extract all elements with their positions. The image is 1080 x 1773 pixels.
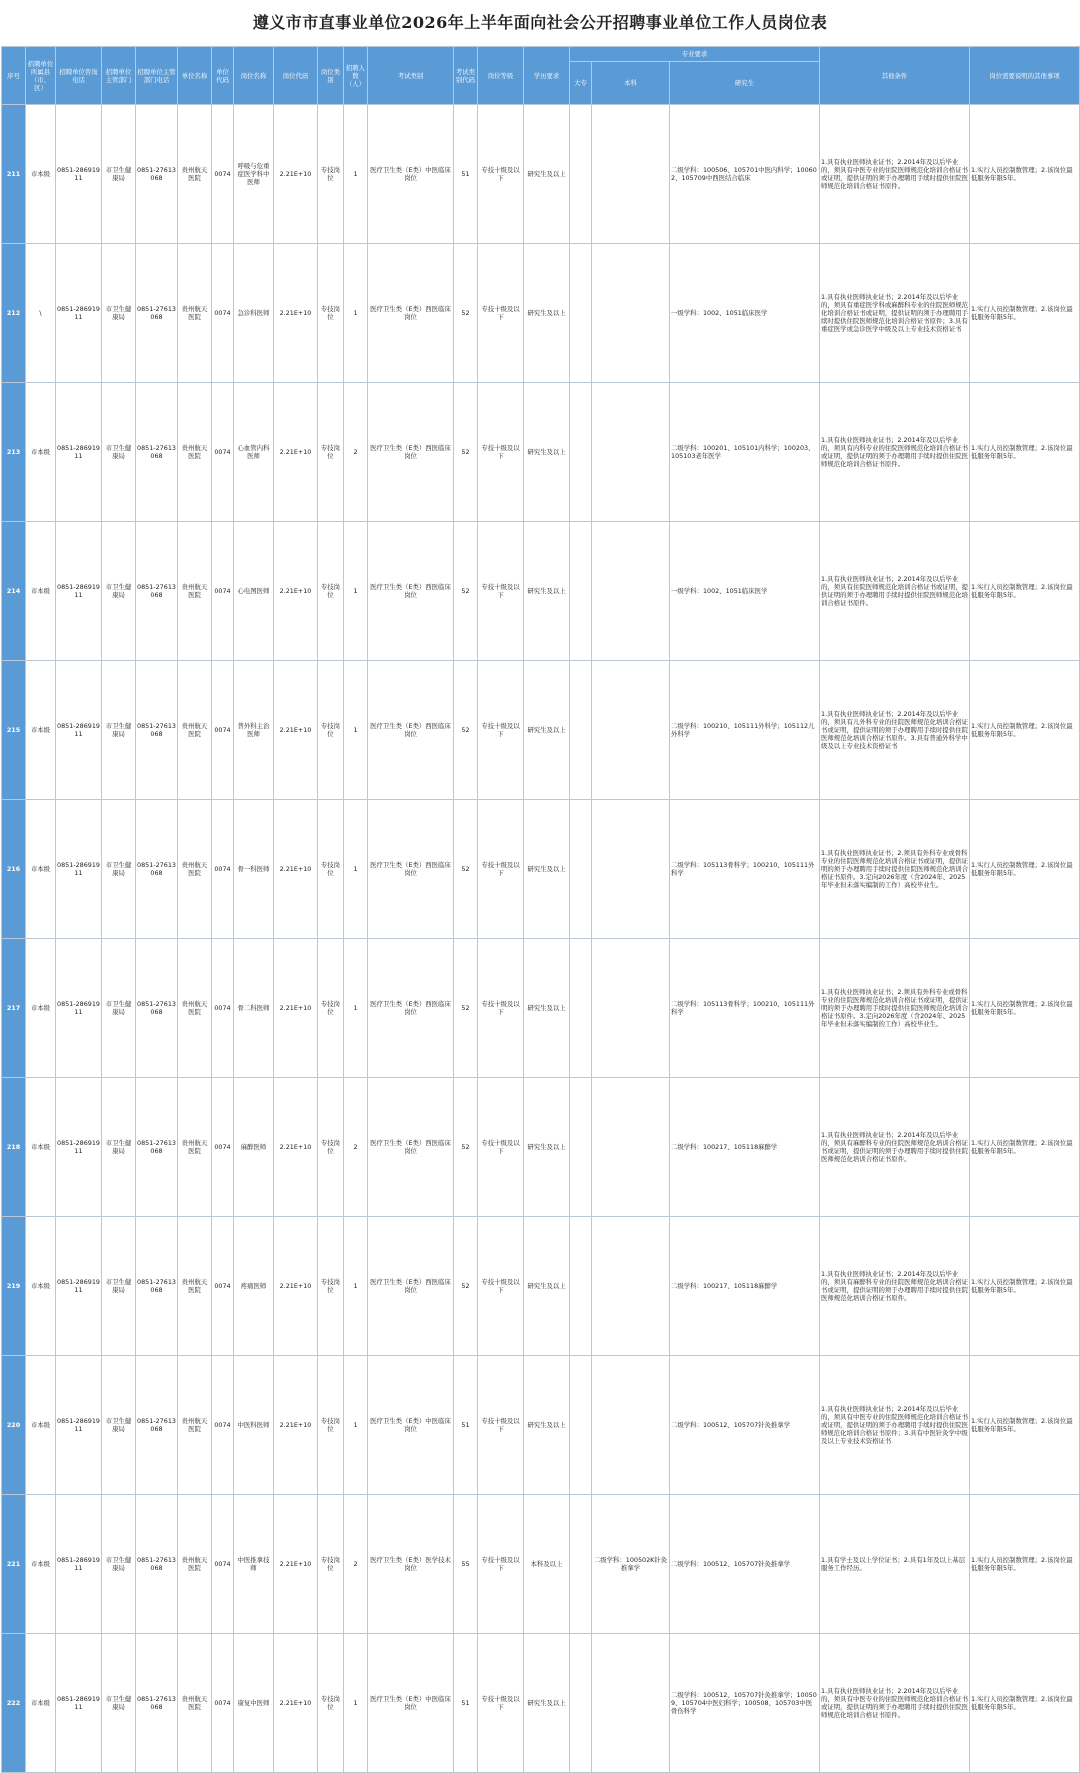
- cell-notes: 1.实行人员控制数管理；2.该岗位最低服务年限5年。: [970, 1634, 1080, 1773]
- header-postgrad: 研究生: [670, 62, 820, 105]
- cell-post-code: 2.21E+10: [274, 1078, 318, 1217]
- cell-junior: [570, 1356, 592, 1495]
- cell-bachelor: [592, 661, 670, 800]
- header-notes: 岗位需要说明的其他事项: [970, 47, 1080, 105]
- table-row: [2, 1217, 1080, 1356]
- cell-exam: 医疗卫生类（E类）西医临床岗位: [368, 939, 454, 1078]
- cell-other: 1.具有执业医师执业证书；2.须具有外科专业或骨科专业的住院医师规范化培训合格证书或证明，提供证明的须于办理聘用手续时提供住院医师规范化培训合格证书原件。3.定向2026年度（含2024年、2025年毕业但未落实编制的工作）高校毕业生。: [820, 800, 970, 939]
- cell-bachelor: [592, 1217, 670, 1356]
- cell-level: 专技十级及以下: [478, 661, 524, 800]
- table-row: [2, 1356, 1080, 1495]
- cell-level: 专技十级及以下: [478, 1634, 524, 1773]
- cell-dept-phone: 0851-27613068: [136, 1495, 178, 1634]
- cell-dept: 市卫生健康局: [102, 105, 136, 244]
- cell-bachelor: [592, 1356, 670, 1495]
- cell-seq: 219: [2, 1217, 26, 1356]
- cell-other: 1.具有执业医师执业证书；2.2014年及以后毕业的，须具有麻醉科专业的住院医师规范化培训合格证书或证明，提供证明的须于办理聘用手续时提供住院医师规范化培训合格证书原件。: [820, 1217, 970, 1356]
- cell-exam: 医疗卫生类（E类）西医临床岗位: [368, 661, 454, 800]
- cell-post-code: 2.21E+10: [274, 661, 318, 800]
- cell-county: 市本级: [26, 1356, 56, 1495]
- cell-other: 1.具有执业医师执业证书；2.2014年及以后毕业的，须具有儿外科专业的住院医师规范化培训合格证书或证明，提供证明的须于办理聘用手续时提供住院医师规范化培训合格证书原件。3.具有普通外科学中级及以上专业技术资格证书: [820, 661, 970, 800]
- cell-exam: 医疗卫生类（E类）中医临床岗位: [368, 1634, 454, 1773]
- header-post: 岗位名称: [234, 47, 274, 105]
- cell-dept-phone: 0851-27613068: [136, 244, 178, 383]
- cell-postgrad: 一级学科：1002、1051临床医学: [670, 522, 820, 661]
- cell-postgrad: 二级学科：105113骨科学；100210、105111外科学: [670, 939, 820, 1078]
- header-unit-code: 单位代码: [212, 47, 234, 105]
- cell-phone: 0851-28691911: [56, 1356, 102, 1495]
- cell-other: 1.具有执业医师执业证书；2.2014年及以后毕业的，须具有中医专业的住院医师规范化培训合格证书或证明，提供证明的须于办理聘用手续时提供住院医师规范化培训合格证书原件。: [820, 105, 970, 244]
- cell-exam: 医疗卫生类（E类）中医临床岗位: [368, 105, 454, 244]
- cell-exam: 医疗卫生类（E类）西医临床岗位: [368, 1078, 454, 1217]
- cell-count: 1: [344, 1634, 368, 1773]
- cell-post: 呼吸与危重症医学科中医师: [234, 105, 274, 244]
- cell-notes: 1.实行人员控制数管理；2.该岗位最低服务年限5年。: [970, 383, 1080, 522]
- cell-count: 2: [344, 383, 368, 522]
- cell-post: 急诊科医师: [234, 244, 274, 383]
- cell-phone: 0851-28691911: [56, 939, 102, 1078]
- cell-county: 市本级: [26, 1078, 56, 1217]
- cell-phone: 0851-28691911: [56, 1634, 102, 1773]
- table-row: [2, 1078, 1080, 1217]
- cell-junior: [570, 1634, 592, 1773]
- cell-postgrad: 二级学科：100217、105118麻醉学: [670, 1217, 820, 1356]
- cell-junior: [570, 383, 592, 522]
- cell-level: 专技十级及以下: [478, 244, 524, 383]
- cell-post-code: 2.21E+10: [274, 1356, 318, 1495]
- cell-unit-code: 0074: [212, 522, 234, 661]
- cell-seq: 213: [2, 383, 26, 522]
- cell-exam: 医疗卫生类（E类）西医临床岗位: [368, 244, 454, 383]
- cell-county: 市本级: [26, 800, 56, 939]
- header-county: 招聘单位所属县（市、区）: [26, 47, 56, 105]
- cell-post: 普外科主治医师: [234, 661, 274, 800]
- cell-edu: 研究生及以上: [524, 522, 570, 661]
- cell-county: 市本级: [26, 1217, 56, 1356]
- cell-unit: 贵州航天医院: [178, 1078, 212, 1217]
- cell-edu: 本科及以上: [524, 1495, 570, 1634]
- cell-unit: 贵州航天医院: [178, 661, 212, 800]
- cell-post: 骨二科医师: [234, 939, 274, 1078]
- cell-count: 2: [344, 1078, 368, 1217]
- cell-unit-code: 0074: [212, 1495, 234, 1634]
- cell-post-code: 2.21E+10: [274, 105, 318, 244]
- cell-unit-code: 0074: [212, 1217, 234, 1356]
- cell-unit: 贵州航天医院: [178, 1217, 212, 1356]
- cell-bachelor: [592, 244, 670, 383]
- cell-dept: 市卫生健康局: [102, 939, 136, 1078]
- header-junior: 大专: [570, 62, 592, 105]
- cell-dept: 市卫生健康局: [102, 1217, 136, 1356]
- cell-exam-code: 52: [454, 1078, 478, 1217]
- cell-edu: 研究生及以上: [524, 244, 570, 383]
- cell-post-code: 2.21E+10: [274, 522, 318, 661]
- cell-edu: 研究生及以上: [524, 1356, 570, 1495]
- cell-county: 市本级: [26, 105, 56, 244]
- table-row: [2, 1495, 1080, 1634]
- cell-post: 康复中医师: [234, 1634, 274, 1773]
- cell-count: 1: [344, 939, 368, 1078]
- header-phone: 招聘单位咨询电话: [56, 47, 102, 105]
- cell-post-type: 专技岗位: [318, 939, 344, 1078]
- header-post-type: 岗位类别: [318, 47, 344, 105]
- cell-phone: 0851-28691911: [56, 1495, 102, 1634]
- cell-post-type: 专技岗位: [318, 1495, 344, 1634]
- cell-unit: 贵州航天医院: [178, 244, 212, 383]
- cell-edu: 研究生及以上: [524, 800, 570, 939]
- cell-post-code: 2.21E+10: [274, 1217, 318, 1356]
- cell-other: 1.具有执业医师执业证书；2.2014年及以后毕业的，须具有中医专业的住院医师规范化培训合格证书或证明，提供证明的须于办理聘用手续时提供住院医师规范化培训合格证书原件；3.具有中医针灸学中级及以上专业技术资格证书: [820, 1356, 970, 1495]
- header-seq: 序号: [2, 47, 26, 105]
- cell-seq: 216: [2, 800, 26, 939]
- cell-notes: 1.实行人员控制数管理；2.该岗位最低服务年限5年。: [970, 939, 1080, 1078]
- cell-exam-code: 51: [454, 105, 478, 244]
- cell-post-type: 专技岗位: [318, 105, 344, 244]
- header-level: 岗位等级: [478, 47, 524, 105]
- cell-unit: 贵州航天医院: [178, 1495, 212, 1634]
- table-row: [2, 105, 1080, 244]
- cell-notes: 1.实行人员控制数管理；2.该岗位最低服务年限5年。: [970, 1217, 1080, 1356]
- cell-post: 麻醉医师: [234, 1078, 274, 1217]
- cell-count: 1: [344, 1217, 368, 1356]
- cell-other: 1.具有执业医师执业证书；2.须具有外科专业或骨科专业的住院医师规范化培训合格证书或证明，提供证明的须于办理聘用手续时提供住院医师规范化培训合格证书原件。3.定向2026年度（含2024年、2025年毕业但未落实编制的工作）高校毕业生。: [820, 939, 970, 1078]
- cell-post-code: 2.21E+10: [274, 383, 318, 522]
- table-row: [2, 661, 1080, 800]
- cell-other: 1.具有执业医师执业证书；2.2014年及以后毕业的，须具有中医专业的住院医师规范化培训合格证书或证明，提供证明的须于办理聘用手续时提供住院医师规范化培训合格证书原件。: [820, 1634, 970, 1773]
- cell-exam-code: 52: [454, 383, 478, 522]
- cell-unit-code: 0074: [212, 383, 234, 522]
- header-count: 招聘人数（人）: [344, 47, 368, 105]
- cell-dept-phone: 0851-27613068: [136, 1634, 178, 1773]
- cell-exam-code: 52: [454, 244, 478, 383]
- cell-dept: 市卫生健康局: [102, 522, 136, 661]
- cell-seq: 217: [2, 939, 26, 1078]
- cell-level: 专技十级及以下: [478, 1495, 524, 1634]
- cell-post: 中医科医师: [234, 1356, 274, 1495]
- cell-postgrad: 一级学科：1002、1051临床医学: [670, 244, 820, 383]
- cell-post-type: 专技岗位: [318, 1356, 344, 1495]
- cell-unit-code: 0074: [212, 1634, 234, 1773]
- cell-exam-code: 52: [454, 800, 478, 939]
- cell-junior: [570, 661, 592, 800]
- cell-notes: 1.实行人员控制数管理；2.该岗位最低服务年限5年。: [970, 244, 1080, 383]
- cell-post-type: 专技岗位: [318, 383, 344, 522]
- cell-exam-code: 51: [454, 1634, 478, 1773]
- cell-post-type: 专技岗位: [318, 522, 344, 661]
- cell-phone: 0851-28691911: [56, 661, 102, 800]
- cell-count: 1: [344, 105, 368, 244]
- cell-dept-phone: 0851-27613068: [136, 939, 178, 1078]
- cell-phone: 0851-28691911: [56, 1078, 102, 1217]
- cell-edu: 研究生及以上: [524, 939, 570, 1078]
- cell-unit-code: 0074: [212, 661, 234, 800]
- cell-post-code: 2.21E+10: [274, 1634, 318, 1773]
- table-row: [2, 1634, 1080, 1773]
- cell-level: 专技十级及以下: [478, 105, 524, 244]
- cell-post-type: 专技岗位: [318, 800, 344, 939]
- cell-notes: 1.实行人员控制数管理；2.该岗位最低服务年限5年。: [970, 1078, 1080, 1217]
- cell-exam-code: 52: [454, 1217, 478, 1356]
- cell-seq: 215: [2, 661, 26, 800]
- cell-post: 中医推拿技师: [234, 1495, 274, 1634]
- cell-postgrad: 二级学科：100217、105118麻醉学: [670, 1078, 820, 1217]
- cell-unit-code: 0074: [212, 244, 234, 383]
- cell-bachelor: [592, 105, 670, 244]
- cell-unit-code: 0074: [212, 105, 234, 244]
- cell-edu: 研究生及以上: [524, 105, 570, 244]
- table-row: [2, 244, 1080, 383]
- cell-postgrad: 二级学科：100512、105707针灸推拿学: [670, 1356, 820, 1495]
- cell-postgrad: 二级学科：100512、105707针灸推拿学: [670, 1495, 820, 1634]
- cell-seq: 211: [2, 105, 26, 244]
- cell-junior: [570, 1495, 592, 1634]
- cell-unit: 贵州航天医院: [178, 1356, 212, 1495]
- cell-unit: 贵州航天医院: [178, 522, 212, 661]
- cell-junior: [570, 939, 592, 1078]
- cell-seq: 214: [2, 522, 26, 661]
- page-title: 遵义市市直事业单位2026年上半年面向社会公开招聘事业单位工作人员岗位表: [252, 13, 828, 32]
- cell-bachelor: [592, 1078, 670, 1217]
- cell-county: 市本级: [26, 383, 56, 522]
- header-bachelor: 本科: [592, 62, 670, 105]
- cell-count: 1: [344, 661, 368, 800]
- cell-level: 专技十级及以下: [478, 1217, 524, 1356]
- table-body: [2, 105, 1080, 1773]
- header-unit: 单位名称: [178, 47, 212, 105]
- cell-exam: 医疗卫生类（E类）西医临床岗位: [368, 522, 454, 661]
- cell-level: 专技十级及以下: [478, 522, 524, 661]
- cell-seq: 222: [2, 1634, 26, 1773]
- cell-exam: 医疗卫生类（E类）医学技术岗位: [368, 1495, 454, 1634]
- cell-bachelor: 二级学科：100502K针灸推拿学: [592, 1495, 670, 1634]
- table-row: [2, 939, 1080, 1078]
- cell-junior: [570, 1217, 592, 1356]
- cell-other: 1.具有执业医师执业证书；2.2014年及以后毕业的，须具有麻醉科专业的住院医师规范化培训合格证书或证明，提供证明的须于办理聘用手续时提供住院医师规范化培训合格证书原件。: [820, 1078, 970, 1217]
- cell-exam-code: 51: [454, 1356, 478, 1495]
- cell-other: 1.具有执业医师执业证书；2.2014年及以后毕业的，须具有内科专业的住院医师规范化培训合格证书或证明，提供证明的须于办理聘用手续时提供住院医师规范化培训合格证书原件。: [820, 383, 970, 522]
- cell-unit: 贵州航天医院: [178, 1634, 212, 1773]
- cell-edu: 研究生及以上: [524, 661, 570, 800]
- cell-dept-phone: 0851-27613068: [136, 522, 178, 661]
- cell-junior: [570, 522, 592, 661]
- cell-junior: [570, 105, 592, 244]
- cell-junior: [570, 1078, 592, 1217]
- cell-post-type: 专技岗位: [318, 1634, 344, 1773]
- cell-exam-code: 52: [454, 522, 478, 661]
- header-dept: 招聘单位主管部门: [102, 47, 136, 105]
- cell-edu: 研究生及以上: [524, 383, 570, 522]
- cell-phone: 0851-28691911: [56, 800, 102, 939]
- cell-dept: 市卫生健康局: [102, 1078, 136, 1217]
- position-table: [1, 46, 1080, 1773]
- cell-dept: 市卫生健康局: [102, 1495, 136, 1634]
- cell-other: 1.具有执业医师执业证书；2.2014年及以后毕业的，须具有重症医学科或麻醉科专业的住院医师规范化培训合格证书或证明，提供证明的须于办理聘用手续时提供住院医师规范化培训合格证书原件；3.具有重症医学或急诊医学中级及以上专业技术资格证书: [820, 244, 970, 383]
- cell-postgrad: 二级学科：100506、105701中医内科学；100602、105709中西医结合临床: [670, 105, 820, 244]
- cell-dept-phone: 0851-27613068: [136, 105, 178, 244]
- cell-phone: 0851-28691911: [56, 244, 102, 383]
- cell-seq: 220: [2, 1356, 26, 1495]
- cell-level: 专技十级及以下: [478, 1356, 524, 1495]
- cell-phone: 0851-28691911: [56, 383, 102, 522]
- table-row: [2, 800, 1080, 939]
- cell-count: 1: [344, 522, 368, 661]
- cell-edu: 研究生及以上: [524, 1634, 570, 1773]
- header-exam-code: 考试类别代码: [454, 47, 478, 105]
- cell-level: 专技十级及以下: [478, 939, 524, 1078]
- header-post-code: 岗位代码: [274, 47, 318, 105]
- cell-county: 市本级: [26, 661, 56, 800]
- cell-dept: 市卫生健康局: [102, 800, 136, 939]
- cell-dept-phone: 0851-27613068: [136, 800, 178, 939]
- cell-level: 专技十级及以下: [478, 383, 524, 522]
- cell-phone: 0851-28691911: [56, 105, 102, 244]
- cell-notes: 1.实行人员控制数管理；2.该岗位最低服务年限5年。: [970, 661, 1080, 800]
- cell-dept-phone: 0851-27613068: [136, 383, 178, 522]
- cell-dept-phone: 0851-27613068: [136, 1078, 178, 1217]
- cell-unit-code: 0074: [212, 800, 234, 939]
- cell-exam-code: 52: [454, 661, 478, 800]
- cell-count: 1: [344, 244, 368, 383]
- header-major-group: 专业要求: [570, 47, 820, 62]
- cell-notes: 1.实行人员控制数管理；2.该岗位最低服务年限5年。: [970, 800, 1080, 939]
- cell-exam: 医疗卫生类（E类）中医临床岗位: [368, 1356, 454, 1495]
- cell-unit: 贵州航天医院: [178, 105, 212, 244]
- cell-seq: 221: [2, 1495, 26, 1634]
- cell-post: 心血管内科医师: [234, 383, 274, 522]
- cell-exam-code: 52: [454, 939, 478, 1078]
- cell-bachelor: [592, 522, 670, 661]
- cell-level: 专技十级及以下: [478, 800, 524, 939]
- cell-notes: 1.实行人员控制数管理；2.该岗位最低服务年限5年。: [970, 522, 1080, 661]
- cell-post: 骨一科医师: [234, 800, 274, 939]
- cell-count: 1: [344, 1356, 368, 1495]
- cell-bachelor: [592, 939, 670, 1078]
- cell-post-type: 专技岗位: [318, 661, 344, 800]
- cell-post-code: 2.21E+10: [274, 244, 318, 383]
- cell-bachelor: [592, 383, 670, 522]
- cell-post-code: 2.21E+10: [274, 939, 318, 1078]
- cell-exam-code: 55: [454, 1495, 478, 1634]
- cell-unit-code: 0074: [212, 1356, 234, 1495]
- table-header: [2, 47, 1080, 105]
- cell-unit: 贵州航天医院: [178, 383, 212, 522]
- cell-edu: 研究生及以上: [524, 1078, 570, 1217]
- table-row: [2, 522, 1080, 661]
- cell-county: 市本级: [26, 1634, 56, 1773]
- table-row: [2, 383, 1080, 522]
- cell-post-code: 2.21E+10: [274, 800, 318, 939]
- cell-dept: 市卫生健康局: [102, 383, 136, 522]
- cell-postgrad: 二级学科：100201、105101内科学；100203、105103老年医学: [670, 383, 820, 522]
- cell-exam: 医疗卫生类（E类）西医临床岗位: [368, 383, 454, 522]
- cell-post-type: 专技岗位: [318, 1217, 344, 1356]
- cell-post-type: 专技岗位: [318, 244, 344, 383]
- cell-count: 1: [344, 800, 368, 939]
- cell-post-type: 专技岗位: [318, 1078, 344, 1217]
- cell-dept-phone: 0851-27613068: [136, 661, 178, 800]
- cell-dept: 市卫生健康局: [102, 1356, 136, 1495]
- cell-notes: 1.实行人员控制数管理；2.该岗位最低服务年限5年。: [970, 1495, 1080, 1634]
- cell-bachelor: [592, 800, 670, 939]
- cell-count: 2: [344, 1495, 368, 1634]
- cell-unit: 贵州航天医院: [178, 800, 212, 939]
- header-edu: 学历要求: [524, 47, 570, 105]
- cell-county: 市本级: [26, 522, 56, 661]
- header-dept-phone: 招聘单位主管部门电话: [136, 47, 178, 105]
- cell-unit: 贵州航天医院: [178, 939, 212, 1078]
- cell-postgrad: 二级学科：100210、105111外科学；105112儿外科学: [670, 661, 820, 800]
- cell-other: 1.具有学士及以上学位证书；2.具有1年及以上基层服务工作经历。: [820, 1495, 970, 1634]
- cell-other: 1.具有执业医师执业证书；2.2014年及以后毕业的，须具有住院医师规范化培训合格证书或证明，提供证明的须于办理聘用手续时提供住院医师规范化培训合格证书原件。: [820, 522, 970, 661]
- cell-post: 疼痛医师: [234, 1217, 274, 1356]
- cell-dept-phone: 0851-27613068: [136, 1356, 178, 1495]
- cell-exam: 医疗卫生类（E类）西医临床岗位: [368, 1217, 454, 1356]
- cell-county: 市本级: [26, 1495, 56, 1634]
- cell-unit-code: 0074: [212, 939, 234, 1078]
- cell-notes: 1.实行人员控制数管理；2.该岗位最低服务年限5年。: [970, 105, 1080, 244]
- cell-postgrad: 二级学科：100512、105707针灸推拿学；100509、105704中医妇科学；100508、105703中医骨伤科学: [670, 1634, 820, 1773]
- cell-post-code: 2.21E+10: [274, 1495, 318, 1634]
- cell-dept: 市卫生健康局: [102, 661, 136, 800]
- cell-bachelor: [592, 1634, 670, 1773]
- cell-unit-code: 0074: [212, 1078, 234, 1217]
- cell-county: 市本级: [26, 939, 56, 1078]
- cell-dept: 市卫生健康局: [102, 244, 136, 383]
- cell-junior: [570, 800, 592, 939]
- cell-exam: 医疗卫生类（E类）西医临床岗位: [368, 800, 454, 939]
- cell-seq: 218: [2, 1078, 26, 1217]
- cell-seq: 212: [2, 244, 26, 383]
- header-exam: 考试类别: [368, 47, 454, 105]
- cell-dept: 市卫生健康局: [102, 1634, 136, 1773]
- header-other: 其他条件: [820, 47, 970, 105]
- cell-county: \: [26, 244, 56, 383]
- cell-phone: 0851-28691911: [56, 522, 102, 661]
- cell-postgrad: 二级学科：105113骨科学；100210、105111外科学: [670, 800, 820, 939]
- cell-dept-phone: 0851-27613068: [136, 1217, 178, 1356]
- cell-phone: 0851-28691911: [56, 1217, 102, 1356]
- cell-level: 专技十级及以下: [478, 1078, 524, 1217]
- cell-junior: [570, 244, 592, 383]
- cell-notes: 1.实行人员控制数管理；2.该岗位最低服务年限5年。: [970, 1356, 1080, 1495]
- cell-post: 心电图医师: [234, 522, 274, 661]
- cell-edu: 研究生及以上: [524, 1217, 570, 1356]
